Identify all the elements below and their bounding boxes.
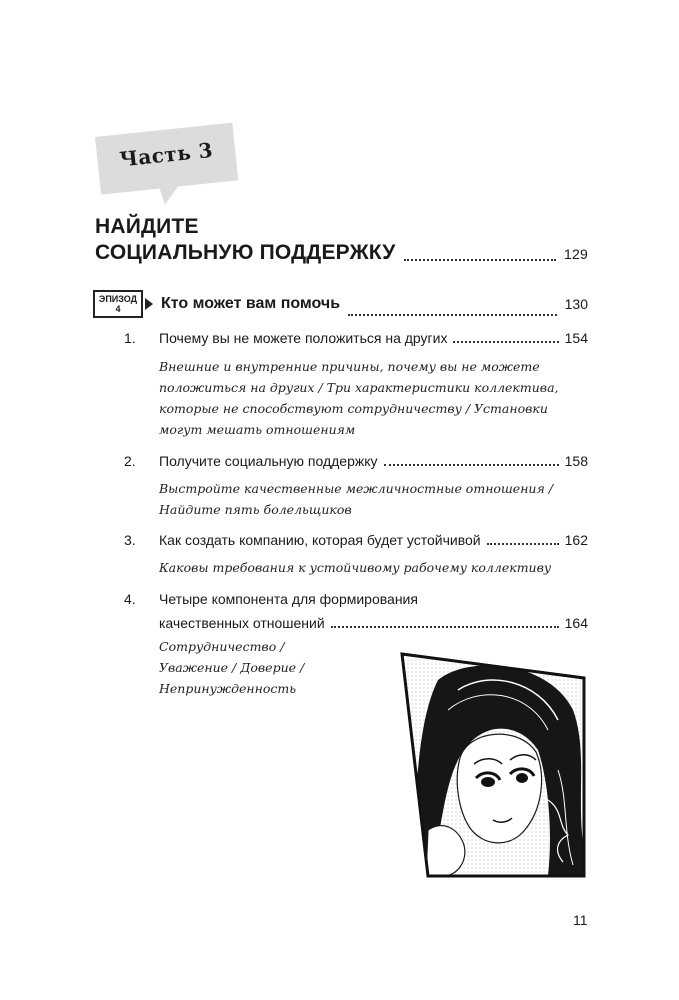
entry-page-number: 158 bbox=[564, 453, 588, 469]
entry-2-description bbox=[159, 478, 553, 520]
entry-page-number: 164 bbox=[564, 615, 588, 631]
leader-dots bbox=[384, 464, 559, 466]
leader-dots bbox=[331, 626, 559, 628]
entry-3-description bbox=[159, 557, 551, 578]
entry-title: Как создать компанию, которая будет устойчивой bbox=[159, 532, 481, 548]
part-page-number: 129 bbox=[564, 246, 588, 262]
description-line: Непринужденность bbox=[159, 681, 297, 696]
episode-page-number: 130 bbox=[564, 296, 588, 312]
entry-title: Получите социальную поддержку bbox=[159, 453, 378, 469]
description-line: которые не способствуют сотрудничеству / Установки bbox=[159, 401, 548, 416]
episode-row[interactable] bbox=[93, 290, 588, 318]
leader-dots bbox=[453, 341, 558, 343]
panel-content bbox=[398, 650, 588, 880]
entry-1-description bbox=[159, 356, 559, 440]
entry-number: 4. bbox=[124, 591, 136, 607]
episode-badge-word: ЭПИЗОД bbox=[98, 294, 138, 304]
bubble-tail bbox=[159, 185, 181, 205]
entry-title-row bbox=[159, 532, 588, 548]
part-label-bubble bbox=[95, 123, 238, 195]
description-line: Каковы требования к устойчивому рабочему коллективу bbox=[159, 560, 552, 575]
description-line: Сотрудничество / bbox=[159, 639, 285, 654]
part-label: Часть 3 bbox=[118, 137, 215, 172]
entry-4-description bbox=[159, 636, 304, 699]
leader-dots bbox=[404, 259, 556, 261]
entry-number: 1. bbox=[124, 330, 136, 346]
part-title bbox=[95, 214, 588, 267]
description-line: положиться на других / Три характеристики коллектива, bbox=[159, 380, 559, 395]
episode-badge bbox=[93, 290, 143, 318]
description-line: Внешние и внутренние причины, почему вы не можете bbox=[159, 359, 540, 374]
entry-title-line1: Четыре компонента для формирования bbox=[159, 591, 418, 607]
part-title-line2-row bbox=[95, 240, 588, 267]
entry-title-row bbox=[159, 615, 588, 631]
manga-illustration bbox=[398, 650, 588, 880]
entry-page-number: 154 bbox=[564, 330, 588, 346]
entry-title-row bbox=[159, 453, 588, 469]
description-line: Выстройте качественные межличностные отношения / bbox=[159, 481, 553, 496]
entry-title-row bbox=[159, 330, 588, 346]
description-line: могут мешать отношениям bbox=[159, 422, 356, 437]
entry-title-line2: качественных отношений bbox=[159, 615, 325, 631]
entry-number: 2. bbox=[124, 453, 136, 469]
episode-badge-number: 4 bbox=[115, 304, 121, 314]
leader-dots bbox=[348, 314, 557, 316]
episode-arrow-icon bbox=[145, 298, 153, 310]
description-line: Найдите пять болельщиков bbox=[159, 502, 352, 517]
entry-title: Почему вы не можете положиться на других bbox=[159, 330, 448, 346]
part-title-line1: НАЙДИТЕ bbox=[95, 215, 199, 238]
part-title-line2: СОЦИАЛЬНУЮ ПОДДЕРЖКУ bbox=[95, 241, 396, 264]
leader-dots bbox=[487, 543, 559, 545]
page-number: 11 bbox=[573, 912, 588, 928]
description-line: Уважение / Доверие / bbox=[159, 660, 305, 675]
entry-page-number: 162 bbox=[564, 532, 588, 548]
entry-number: 3. bbox=[124, 532, 136, 548]
episode-title: Кто может вам помочь bbox=[161, 295, 341, 312]
